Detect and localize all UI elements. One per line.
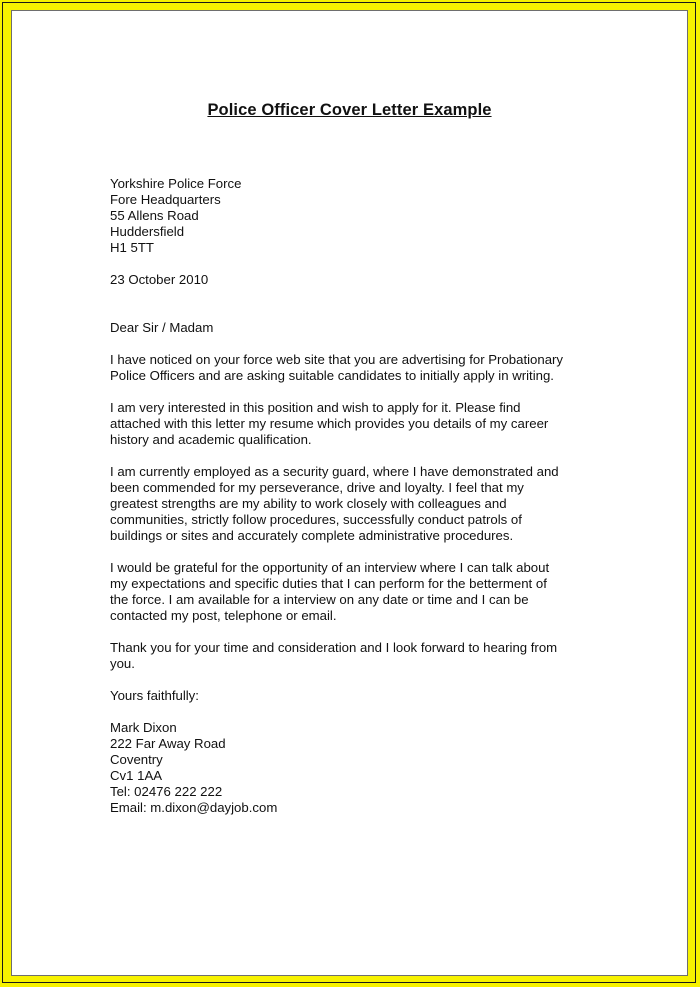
paragraph (110, 352, 610, 384)
paragraph-line: I am currently employed as a security guard, where I have demonstrated and (110, 464, 559, 479)
letter-page (11, 10, 688, 976)
paragraph-line: buildings or sites and accurately complete administrative procedures. (110, 528, 514, 543)
paragraph-line: the force. I am available for a interview on any date or time and I can be (110, 592, 529, 607)
paragraph (110, 464, 610, 544)
recipient-line: H1 5TT (110, 240, 154, 255)
letter-date: 23 October 2010 (110, 272, 209, 287)
paragraph-line: history and academic qualification. (110, 432, 312, 447)
closing: Yours faithfully: (110, 688, 199, 703)
paragraph-line: been commended for my perseverance, drive and loyalty. I feel that my (110, 480, 524, 495)
recipient-line: 55 Allens Road (110, 208, 199, 223)
sender-name: Mark Dixon (110, 720, 177, 735)
recipient-line: Yorkshire Police Force (110, 176, 242, 191)
recipient-address (110, 176, 610, 256)
sender-block (110, 720, 610, 816)
paragraph-line: contacted my post, telephone or email. (110, 608, 337, 623)
sender-postcode: Cv1 1AA (110, 768, 163, 783)
page-title: Police Officer Cover Letter Example (207, 101, 492, 119)
paragraph-line: I would be grateful for the opportunity of an interview where I can talk about (110, 560, 550, 575)
recipient-line: Huddersfield (110, 224, 185, 239)
paragraph-line: I am very interested in this position and wish to apply for it. Please find (110, 400, 521, 415)
paragraph-line: you. (110, 656, 135, 671)
paragraph-line: Police Officers and are asking suitable candidates to initially apply in writing. (110, 368, 554, 383)
paragraph-line: attached with this letter my resume which provides you details of my career (110, 416, 549, 431)
paragraph (110, 640, 610, 672)
paragraph (110, 560, 610, 624)
paragraph-line: my expectations and specific duties that I can perform for the betterment of (110, 576, 547, 591)
sender-tel: Tel: 02476 222 222 (110, 784, 223, 799)
sender-address: Coventry (110, 752, 163, 767)
paragraph-line: communities, strictly follow procedures, successfully conduct patrols of (110, 512, 522, 527)
paragraph-line: I have noticed on your force web site that you are advertising for Probationary (110, 352, 564, 367)
salutation: Dear Sir / Madam (110, 320, 214, 335)
letter-body (110, 176, 610, 816)
paragraph-line: greatest strengths are my ability to work closely with colleagues and (110, 496, 507, 511)
sender-address: 222 Far Away Road (110, 736, 226, 751)
paragraph-line: Thank you for your time and consideration and I look forward to hearing from (110, 640, 558, 655)
paragraph (110, 400, 610, 448)
recipient-line: Fore Headquarters (110, 192, 221, 207)
sender-email: Email: m.dixon@dayjob.com (110, 800, 278, 815)
